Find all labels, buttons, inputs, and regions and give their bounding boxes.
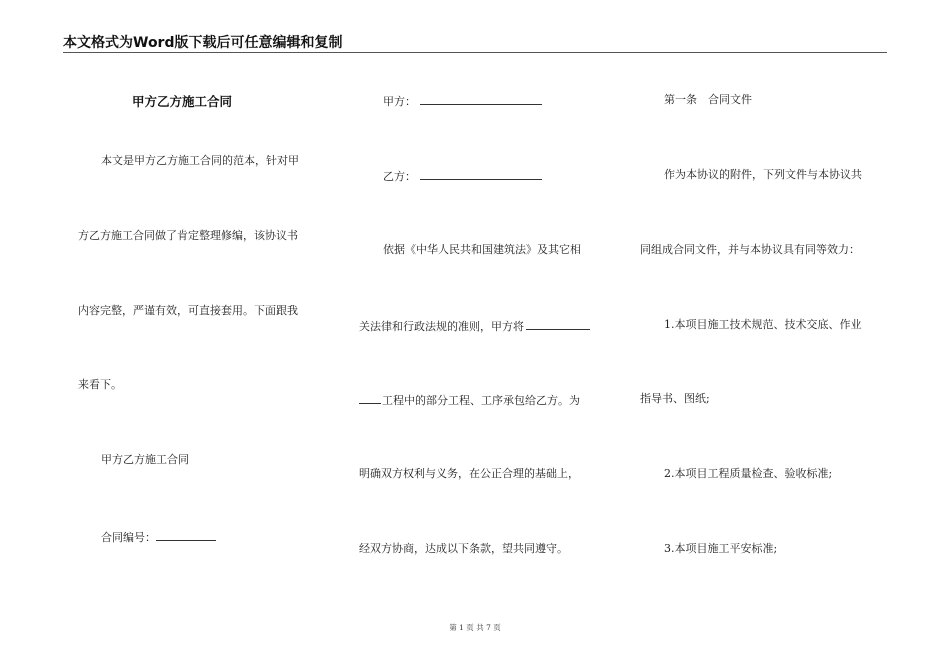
list-item-3: 3.本项目施工平安标准; [664,542,778,555]
party-a-blank [420,93,542,105]
party-a-row [383,93,542,109]
contract-subtitle: 甲方乙方施工合同 [101,453,189,466]
body-line-2-row [359,318,590,334]
party-b-blank [420,168,542,180]
contract-number-row [101,529,216,545]
document-title: 甲方乙方施工合同 [132,94,233,109]
header-text: 本文格式为Word版下载后可任意编辑和复制 [63,35,343,51]
article-line-2: 同组成合同文件，并与本协议具有同等效力： [640,243,860,256]
list-item-2: 2.本项目工程质量检查、验收标准; [664,467,833,480]
intro-line-2: 方乙方施工合同做了肯定整理修编，该协议书 [78,229,298,242]
page-header [63,34,887,53]
page-footer: 第 1 页 共 7 页 [449,623,501,632]
intro-line-4: 来看下。 [78,378,122,391]
body-line-4: 明确双方权利与义务，在公正合理的基础上， [359,467,579,480]
contract-number-blank [156,529,216,541]
party-a-label: 甲方： [383,95,416,108]
intro-line-1: 本文是甲方乙方施工合同的范本，针对甲 [101,154,299,167]
article-line-1: 作为本协议的附件，下列文件与本协议共 [664,168,862,181]
body-line-3-row [359,392,580,408]
party-b-row [383,168,542,184]
article-heading: 第一条 合同文件 [664,93,752,106]
list-item-1-line-2: 指导书、图纸; [640,392,710,405]
intro-line-3: 内容完整，严谨有效，可直接套用。下面跟我 [78,304,298,317]
body-line-5: 经双方协商，达成以下条款，望共同遵守。 [359,542,568,555]
project-name-blank [526,318,590,330]
contract-number-label: 合同编号： [101,531,156,544]
body-line-2: 关法律和行政法规的准则，甲方将 [359,320,524,333]
body-line-3: 工程中的部分工程、工序承包给乙方。为 [382,394,580,407]
list-item-1-line-1: 1.本项目施工技术规范、技术交底、作业 [664,318,862,331]
body-line-1: 依据《中华人民共和国建筑法》及其它相 [383,243,581,256]
project-name-blank-continued [359,392,381,404]
party-b-label: 乙方： [383,170,416,183]
